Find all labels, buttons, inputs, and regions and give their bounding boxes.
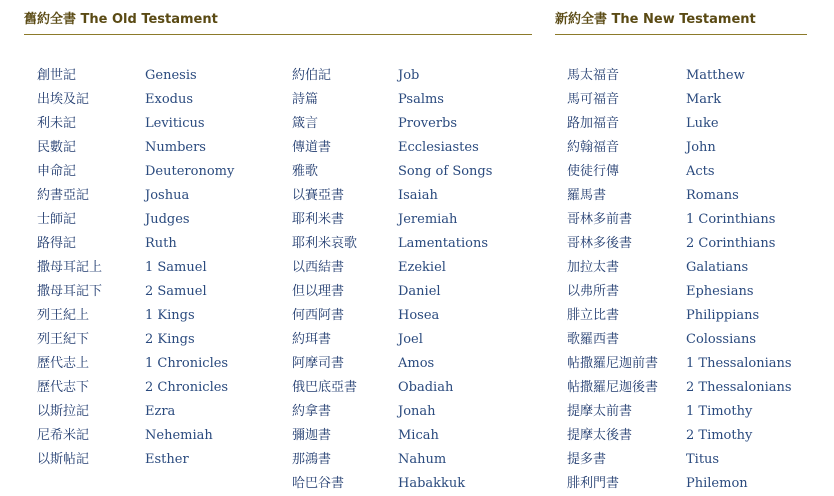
book-item bbox=[567, 424, 658, 448]
book-item bbox=[398, 280, 492, 304]
book-item bbox=[398, 88, 492, 112]
book-item bbox=[37, 352, 102, 376]
book-item bbox=[567, 64, 658, 88]
book-item bbox=[567, 232, 658, 256]
book-item bbox=[37, 424, 102, 448]
book-item bbox=[292, 328, 357, 352]
book-item bbox=[145, 376, 234, 400]
nt-col-zh bbox=[567, 64, 658, 496]
book-link-chinese[interactable]: 箴言 bbox=[292, 116, 319, 131]
book-link-chinese[interactable]: 歌羅西書 bbox=[567, 332, 620, 347]
book-link-english[interactable]: Philemon bbox=[686, 476, 748, 491]
book-link-english[interactable]: Joel bbox=[398, 332, 423, 347]
book-item bbox=[292, 424, 357, 448]
book-link-english[interactable]: Habakkuk bbox=[398, 476, 466, 491]
book-link-english[interactable]: Amos bbox=[398, 356, 435, 371]
book-link-chinese[interactable]: 提摩太前書 bbox=[567, 404, 633, 419]
book-link-english[interactable]: Jonah bbox=[398, 404, 436, 419]
book-item bbox=[567, 448, 658, 472]
book-link-chinese[interactable]: 馬可福音 bbox=[567, 92, 620, 107]
book-link-chinese[interactable]: 耶利米哀歌 bbox=[292, 236, 358, 251]
book-link-english[interactable]: Exodus bbox=[145, 92, 194, 107]
book-item bbox=[145, 424, 234, 448]
book-link-chinese[interactable]: 以西結書 bbox=[292, 260, 345, 275]
book-item bbox=[567, 112, 658, 136]
book-item bbox=[292, 160, 357, 184]
book-link-chinese[interactable]: 尼希米記 bbox=[37, 428, 90, 443]
book-link-english[interactable]: 1 Corinthians bbox=[686, 212, 776, 227]
book-link-english[interactable]: 2 Corinthians bbox=[686, 236, 776, 251]
book-item bbox=[398, 328, 492, 352]
old-testament-title: 舊約全書 The Old Testament bbox=[24, 12, 218, 27]
book-item bbox=[145, 160, 234, 184]
book-item bbox=[398, 472, 492, 496]
book-item bbox=[292, 352, 357, 376]
book-item bbox=[292, 448, 357, 472]
book-link-chinese[interactable]: 那鴻書 bbox=[292, 452, 332, 467]
book-link-english[interactable]: Titus bbox=[686, 452, 720, 467]
book-link-english[interactable]: Acts bbox=[686, 164, 715, 179]
book-item bbox=[292, 280, 357, 304]
book-item bbox=[686, 328, 792, 352]
book-link-chinese[interactable]: 腓立比書 bbox=[567, 308, 620, 323]
book-item bbox=[292, 208, 357, 232]
book-item bbox=[686, 256, 792, 280]
book-link-chinese[interactable]: 傳道書 bbox=[292, 140, 332, 155]
book-link-english[interactable]: Ezekiel bbox=[398, 260, 446, 275]
book-link-chinese[interactable]: 申命記 bbox=[37, 164, 77, 179]
book-link-chinese[interactable]: 哥林多後書 bbox=[567, 236, 633, 251]
book-link-chinese[interactable]: 列王紀上 bbox=[37, 308, 90, 323]
book-item bbox=[37, 232, 102, 256]
book-item bbox=[567, 280, 658, 304]
book-link-chinese[interactable]: 彌迦書 bbox=[292, 428, 332, 443]
book-link-chinese[interactable]: 何西阿書 bbox=[292, 308, 345, 323]
book-link-english[interactable]: Job bbox=[398, 68, 420, 83]
book-item bbox=[292, 136, 357, 160]
book-link-english[interactable]: Micah bbox=[398, 428, 439, 443]
nt-col-en bbox=[686, 64, 792, 496]
book-item bbox=[292, 472, 357, 496]
ot-col2-en bbox=[398, 64, 492, 496]
book-item bbox=[37, 280, 102, 304]
book-item bbox=[145, 352, 234, 376]
book-link-chinese[interactable]: 歷代志下 bbox=[37, 380, 90, 395]
book-link-english[interactable]: Philippians bbox=[686, 308, 760, 323]
book-item bbox=[686, 160, 792, 184]
book-item bbox=[398, 424, 492, 448]
book-item bbox=[145, 400, 234, 424]
book-item bbox=[686, 400, 792, 424]
book-link-chinese[interactable]: 提摩太後書 bbox=[567, 428, 633, 443]
book-link-english[interactable]: Galatians bbox=[686, 260, 749, 275]
book-link-chinese[interactable]: 使徒行傳 bbox=[567, 164, 620, 179]
book-link-english[interactable]: Matthew bbox=[686, 68, 745, 83]
book-link-english[interactable]: 1 Kings bbox=[145, 308, 195, 323]
book-item bbox=[37, 208, 102, 232]
book-item bbox=[292, 64, 357, 88]
old-testament-divider bbox=[24, 34, 532, 35]
book-item bbox=[567, 376, 658, 400]
book-item bbox=[37, 136, 102, 160]
book-link-english[interactable]: Ruth bbox=[145, 236, 177, 251]
book-item bbox=[145, 328, 234, 352]
book-item bbox=[398, 208, 492, 232]
book-item bbox=[567, 352, 658, 376]
book-item bbox=[145, 88, 234, 112]
book-link-english[interactable]: Joshua bbox=[145, 188, 190, 203]
book-item bbox=[686, 472, 792, 496]
book-item bbox=[567, 88, 658, 112]
book-link-chinese[interactable]: 帖撒羅尼迦後書 bbox=[567, 380, 659, 395]
book-link-chinese[interactable]: 帖撒羅尼迦前書 bbox=[567, 356, 659, 371]
book-link-english[interactable]: 1 Samuel bbox=[145, 260, 207, 275]
book-item bbox=[37, 376, 102, 400]
book-link-chinese[interactable]: 羅馬書 bbox=[567, 188, 607, 203]
book-item bbox=[37, 256, 102, 280]
book-item bbox=[398, 400, 492, 424]
book-link-english[interactable]: Romans bbox=[686, 188, 739, 203]
ot-col1-zh bbox=[37, 64, 102, 472]
book-item bbox=[686, 88, 792, 112]
book-link-chinese[interactable]: 阿摩司書 bbox=[292, 356, 345, 371]
book-link-chinese[interactable]: 路加福音 bbox=[567, 116, 620, 131]
book-link-chinese[interactable]: 提多書 bbox=[567, 452, 607, 467]
book-item bbox=[37, 88, 102, 112]
book-item bbox=[292, 232, 357, 256]
book-item bbox=[686, 136, 792, 160]
book-item bbox=[145, 136, 234, 160]
book-item bbox=[686, 280, 792, 304]
book-item bbox=[686, 64, 792, 88]
book-item bbox=[398, 352, 492, 376]
book-item bbox=[398, 448, 492, 472]
book-link-english[interactable]: Ecclesiastes bbox=[398, 140, 479, 155]
book-item bbox=[567, 472, 658, 496]
book-item bbox=[686, 424, 792, 448]
book-link-english[interactable]: Colossians bbox=[686, 332, 757, 347]
book-link-chinese[interactable]: 歷代志上 bbox=[37, 356, 90, 371]
book-item bbox=[145, 280, 234, 304]
book-item bbox=[292, 400, 357, 424]
book-link-english[interactable]: Lamentations bbox=[398, 236, 489, 251]
book-link-english[interactable]: Ezra bbox=[145, 404, 176, 419]
book-item bbox=[567, 184, 658, 208]
book-item bbox=[398, 256, 492, 280]
book-link-chinese[interactable]: 撒母耳記下 bbox=[37, 284, 103, 299]
book-item bbox=[292, 88, 357, 112]
book-item bbox=[145, 256, 234, 280]
book-link-english[interactable]: Luke bbox=[686, 116, 719, 131]
book-link-chinese[interactable]: 約拿書 bbox=[292, 404, 332, 419]
book-link-chinese[interactable]: 哥林多前書 bbox=[567, 212, 633, 227]
book-link-english[interactable]: 2 Chronicles bbox=[145, 380, 229, 395]
book-link-chinese[interactable]: 約書亞記 bbox=[37, 188, 90, 203]
book-link-english[interactable]: Esther bbox=[145, 452, 189, 467]
book-link-chinese[interactable]: 俄巴底亞書 bbox=[292, 380, 358, 395]
book-item bbox=[37, 112, 102, 136]
book-item bbox=[37, 160, 102, 184]
book-link-english[interactable]: Ephesians bbox=[686, 284, 754, 299]
book-item bbox=[292, 376, 357, 400]
book-link-chinese[interactable]: 加拉太書 bbox=[567, 260, 620, 275]
book-link-chinese[interactable]: 創世記 bbox=[37, 68, 77, 83]
book-item bbox=[686, 352, 792, 376]
book-item bbox=[567, 256, 658, 280]
book-link-english[interactable]: 2 Kings bbox=[145, 332, 195, 347]
book-link-chinese[interactable]: 耶利米書 bbox=[292, 212, 345, 227]
book-item bbox=[567, 304, 658, 328]
book-item bbox=[686, 304, 792, 328]
book-item bbox=[686, 112, 792, 136]
book-link-english[interactable]: 1 Chronicles bbox=[145, 356, 229, 371]
book-link-english[interactable]: Nehemiah bbox=[145, 428, 213, 443]
book-link-english[interactable]: Psalms bbox=[398, 92, 444, 107]
book-link-chinese[interactable]: 詩篇 bbox=[292, 92, 319, 107]
book-link-chinese[interactable]: 利未記 bbox=[37, 116, 77, 131]
ot-col1-en bbox=[145, 64, 234, 472]
book-link-chinese[interactable]: 腓利門書 bbox=[567, 476, 620, 491]
book-item bbox=[37, 328, 102, 352]
book-item bbox=[398, 376, 492, 400]
book-link-english[interactable]: Judges bbox=[145, 212, 190, 227]
book-link-chinese[interactable]: 路得記 bbox=[37, 236, 77, 251]
book-item bbox=[145, 112, 234, 136]
book-item bbox=[686, 184, 792, 208]
book-link-chinese[interactable]: 撒母耳記上 bbox=[37, 260, 103, 275]
book-link-english[interactable]: John bbox=[686, 140, 716, 155]
book-item bbox=[686, 376, 792, 400]
book-item bbox=[145, 448, 234, 472]
book-item bbox=[398, 112, 492, 136]
book-item bbox=[37, 304, 102, 328]
book-link-chinese[interactable]: 但以理書 bbox=[292, 284, 345, 299]
new-testament-title: 新約全書 The New Testament bbox=[555, 12, 756, 27]
book-item bbox=[292, 304, 357, 328]
book-item bbox=[37, 64, 102, 88]
book-link-chinese[interactable]: 哈巴谷書 bbox=[292, 476, 345, 491]
book-link-english[interactable]: Jeremiah bbox=[398, 212, 458, 227]
book-link-chinese[interactable]: 民數記 bbox=[37, 140, 77, 155]
book-link-chinese[interactable]: 以賽亞書 bbox=[292, 188, 345, 203]
book-link-chinese[interactable]: 以斯拉記 bbox=[37, 404, 90, 419]
book-item bbox=[292, 112, 357, 136]
book-item bbox=[398, 136, 492, 160]
book-link-english[interactable]: Song of Songs bbox=[398, 164, 493, 179]
book-link-english[interactable]: Genesis bbox=[145, 68, 197, 83]
book-link-english[interactable]: 2 Timothy bbox=[686, 428, 753, 443]
book-item bbox=[567, 328, 658, 352]
book-link-chinese[interactable]: 出埃及記 bbox=[37, 92, 90, 107]
book-link-chinese[interactable]: 約珥書 bbox=[292, 332, 332, 347]
book-link-english[interactable]: Nahum bbox=[398, 452, 447, 467]
book-link-english[interactable]: Deuteronomy bbox=[145, 164, 235, 179]
book-link-english[interactable]: Hosea bbox=[398, 308, 440, 323]
new-testament-divider bbox=[555, 34, 807, 35]
book-item bbox=[398, 304, 492, 328]
book-item bbox=[37, 448, 102, 472]
book-item bbox=[145, 304, 234, 328]
book-link-english[interactable]: Obadiah bbox=[398, 380, 454, 395]
book-link-chinese[interactable]: 約伯記 bbox=[292, 68, 332, 83]
book-link-english[interactable]: Leviticus bbox=[145, 116, 205, 131]
book-item bbox=[292, 184, 357, 208]
book-link-english[interactable]: Mark bbox=[686, 92, 722, 107]
book-item bbox=[686, 448, 792, 472]
book-item bbox=[145, 184, 234, 208]
book-link-english[interactable]: Proverbs bbox=[398, 116, 458, 131]
book-item bbox=[145, 64, 234, 88]
book-link-english[interactable]: Numbers bbox=[145, 140, 206, 155]
book-item bbox=[567, 208, 658, 232]
book-item bbox=[567, 160, 658, 184]
book-item bbox=[398, 160, 492, 184]
book-link-english[interactable]: Isaiah bbox=[398, 188, 438, 203]
book-link-chinese[interactable]: 約翰福音 bbox=[567, 140, 620, 155]
book-item bbox=[567, 136, 658, 160]
book-item bbox=[37, 184, 102, 208]
book-link-english[interactable]: 1 Thessalonians bbox=[686, 356, 792, 371]
book-item bbox=[398, 232, 492, 256]
book-link-chinese[interactable]: 馬太福音 bbox=[567, 68, 620, 83]
book-link-english[interactable]: 2 Thessalonians bbox=[686, 380, 792, 395]
book-link-english[interactable]: Daniel bbox=[398, 284, 441, 299]
book-link-chinese[interactable]: 士師記 bbox=[37, 212, 77, 227]
book-item bbox=[145, 208, 234, 232]
book-link-chinese[interactable]: 列王紀下 bbox=[37, 332, 90, 347]
book-item bbox=[686, 208, 792, 232]
book-item bbox=[145, 232, 234, 256]
book-link-chinese[interactable]: 以弗所書 bbox=[567, 284, 620, 299]
book-link-chinese[interactable]: 雅歌 bbox=[292, 164, 319, 179]
book-item bbox=[398, 184, 492, 208]
book-link-english[interactable]: 2 Samuel bbox=[145, 284, 207, 299]
ot-col2-zh bbox=[292, 64, 357, 496]
book-item bbox=[398, 64, 492, 88]
book-link-english[interactable]: 1 Timothy bbox=[686, 404, 753, 419]
book-link-chinese[interactable]: 以斯帖記 bbox=[37, 452, 90, 467]
book-item bbox=[292, 256, 357, 280]
book-item bbox=[686, 232, 792, 256]
book-item bbox=[567, 400, 658, 424]
book-item bbox=[37, 400, 102, 424]
